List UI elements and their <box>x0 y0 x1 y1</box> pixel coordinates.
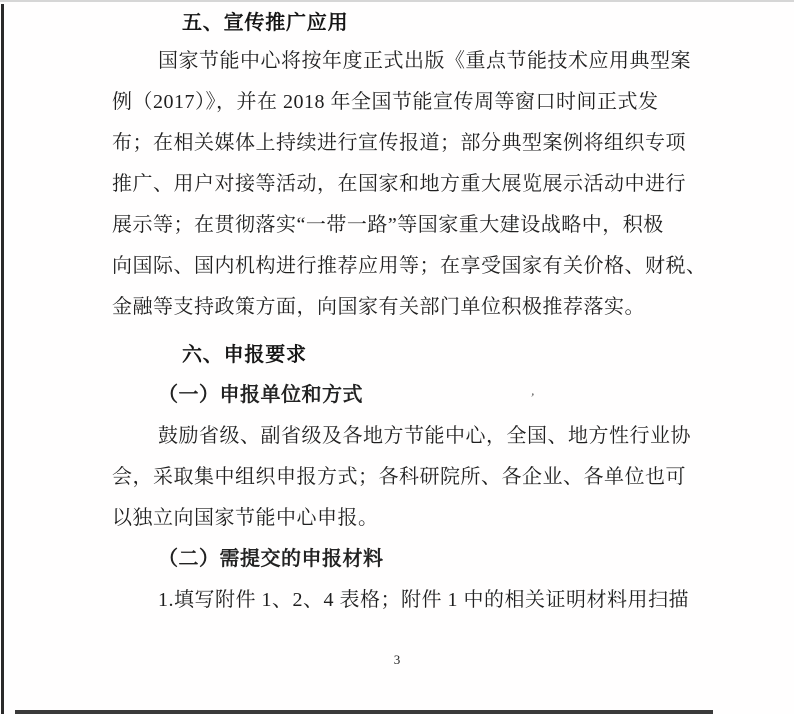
para-line: 例（2017）》，并在 2018 年全国节能宣传周等窗口时间正式发 <box>112 91 659 113</box>
section-5-heading: 五、宣传推广应用 <box>182 12 349 34</box>
para-line: 鼓励省级、副省级及各地方节能中心，全国、地方性行业协 <box>158 425 691 447</box>
subsection-1-heading: （一）申报单位和方式 <box>158 384 363 406</box>
para-line: 金融等支持政策方面，向国家有关部门单位积极推荐落实。 <box>112 296 645 318</box>
list-item-1: 1.填写附件 1、2、4 表格；附件 1 中的相关证明材料用扫描 <box>158 589 689 611</box>
para-line: 以独立向国家节能中心申报。 <box>112 507 379 529</box>
scan-edge-top <box>0 0 794 2</box>
page-number: 3 <box>393 652 401 667</box>
para-line: 会，采取集中组织申报方式；各科研院所、各企业、各单位也可 <box>112 466 686 488</box>
scan-edge-bottom <box>15 710 713 714</box>
section-6-heading: 六、申报要求 <box>182 344 307 366</box>
para-line: 布；在相关媒体上持续进行宣传报道；部分典型案例将组织专项 <box>112 132 686 154</box>
scan-stray-mark: ʼ <box>529 389 536 406</box>
para-line: 向国际、国内机构进行推荐应用等；在享受国家有关价格、财税、 <box>112 255 707 277</box>
para-line: 国家节能中心将按年度正式出版《重点节能技术应用典型案 <box>158 50 691 72</box>
para-line: 展示等；在贯彻落实“一带一路”等国家重大建设战略中，积极 <box>112 214 664 236</box>
scan-edge-left <box>1 4 4 714</box>
subsection-2-heading: （二）需提交的申报材料 <box>158 548 384 570</box>
para-line: 推广、用户对接等活动，在国家和地方重大展览展示活动中进行 <box>112 173 686 195</box>
